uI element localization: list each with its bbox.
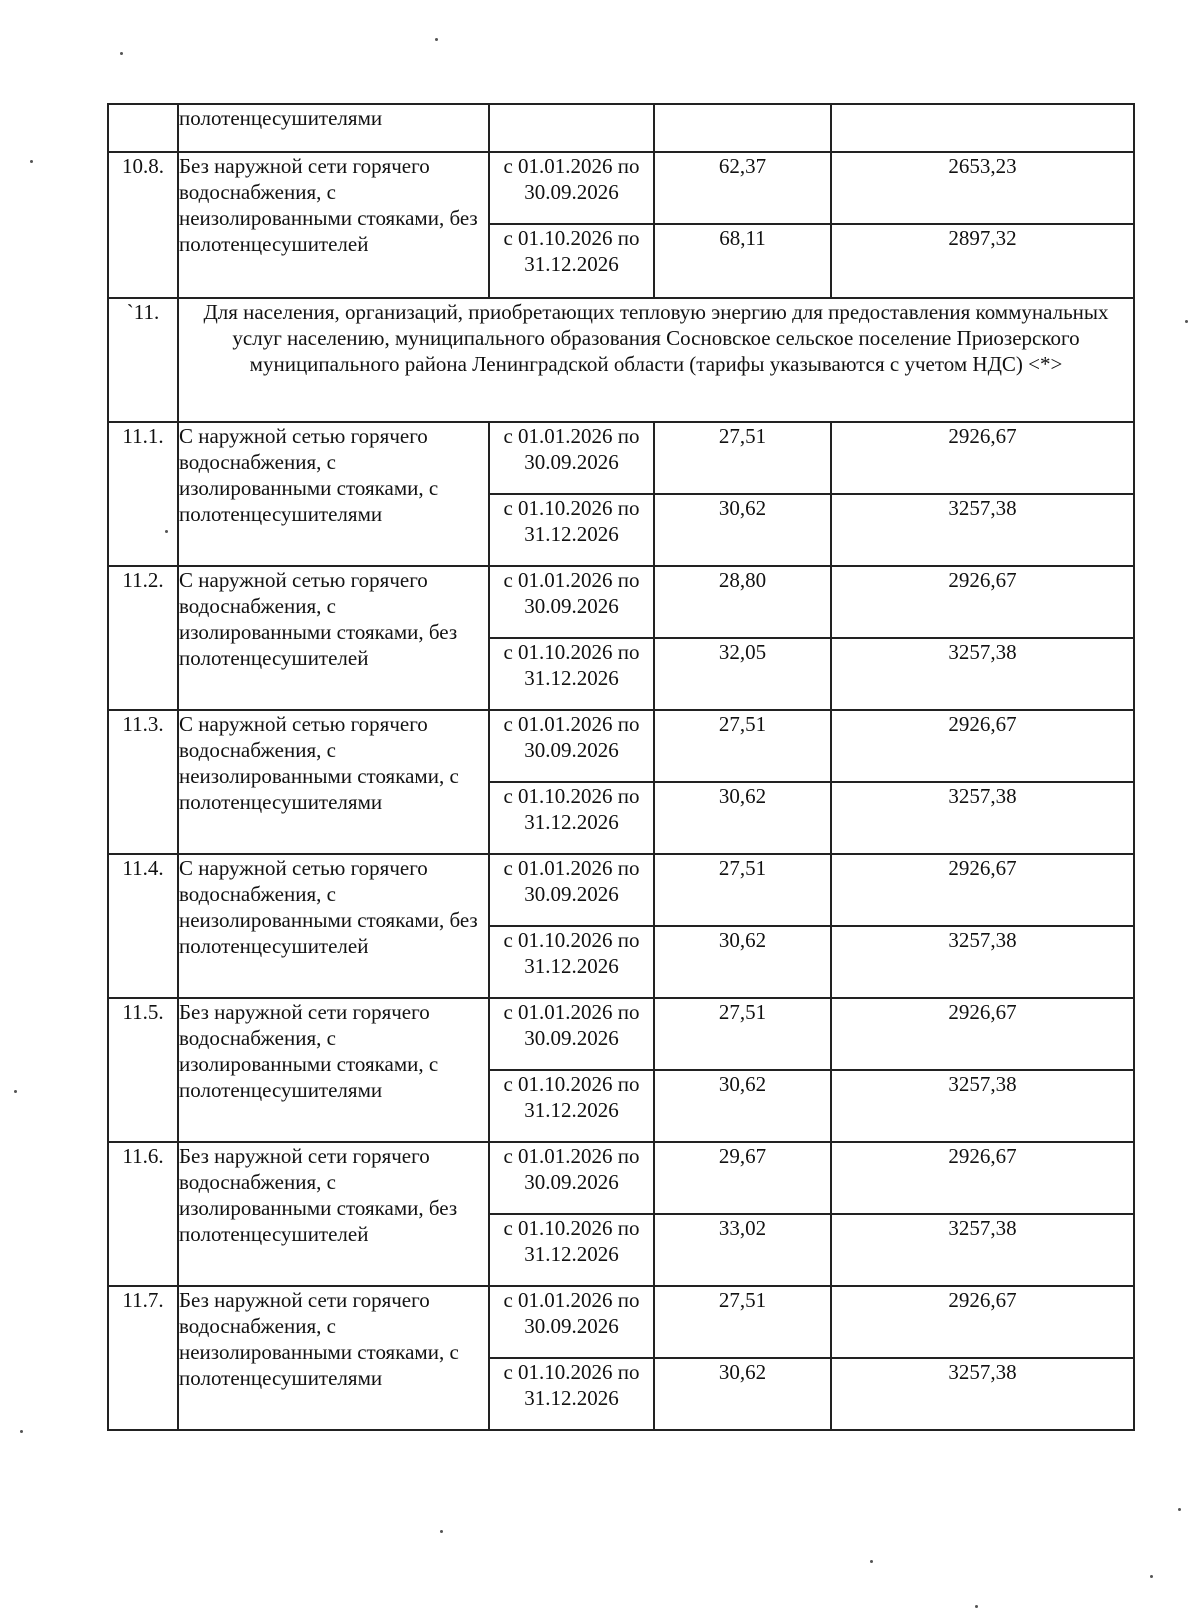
- tariff-value-cell: 2653,23: [831, 152, 1134, 224]
- period-cell: с 01.01.2026 по 30.09.2026: [489, 998, 654, 1070]
- tariff-value-cell: 3257,38: [831, 782, 1134, 854]
- tariff-value-cell: 30,62: [654, 494, 831, 566]
- tariff-table-body: [108, 104, 1134, 1430]
- tariff-value-cell: 2926,67: [831, 422, 1134, 494]
- period-cell: с 01.01.2026 по 30.09.2026: [489, 1142, 654, 1214]
- period-cell: с 01.10.2026 по 31.12.2026: [489, 1358, 654, 1430]
- row-number-cell: [108, 104, 178, 152]
- table-row: [108, 854, 1134, 926]
- row-number-cell: 11.7.: [108, 1286, 178, 1430]
- table-row: [108, 1142, 1134, 1214]
- tariff-value-cell: [831, 104, 1134, 152]
- section-number-cell: `11.: [108, 298, 178, 422]
- tariff-value-cell: 28,80: [654, 566, 831, 638]
- period-cell: с 01.01.2026 по 30.09.2026: [489, 710, 654, 782]
- period-cell: с 01.10.2026 по 31.12.2026: [489, 782, 654, 854]
- period-cell: [489, 104, 654, 152]
- scan-speck: [14, 1090, 17, 1093]
- row-number-cell: 11.6.: [108, 1142, 178, 1286]
- scan-speck: [1185, 320, 1188, 323]
- description-cell: Без наружной сети горячего водоснабжения, с изолированными стояками, без полотенцесушителей: [178, 1142, 489, 1286]
- period-cell: с 01.01.2026 по 30.09.2026: [489, 422, 654, 494]
- row-number-cell: 11.3.: [108, 710, 178, 854]
- tariff-value-cell: 2926,67: [831, 1286, 1134, 1358]
- scan-speck: [120, 52, 123, 55]
- period-cell: с 01.10.2026 по 31.12.2026: [489, 224, 654, 298]
- description-cell: Без наружной сети горячего водоснабжения, с неизолированными стояками, без полотенцесушителей: [178, 152, 489, 298]
- description-cell: С наружной сетью горячего водоснабжения, с изолированными стояками, с полотенцесушителями: [178, 422, 489, 566]
- description-cell: С наружной сетью горячего водоснабжения, с изолированными стояками, без полотенцесушителей: [178, 566, 489, 710]
- tariff-value-cell: 27,51: [654, 710, 831, 782]
- table-row: [108, 566, 1134, 638]
- tariff-value-cell: 2926,67: [831, 710, 1134, 782]
- scan-speck: [435, 38, 438, 41]
- tariff-value-cell: 29,67: [654, 1142, 831, 1214]
- table-row: [108, 1286, 1134, 1358]
- period-cell: с 01.01.2026 по 30.09.2026: [489, 566, 654, 638]
- tariff-value-cell: 33,02: [654, 1214, 831, 1286]
- tariff-value-cell: 30,62: [654, 1070, 831, 1142]
- tariff-value-cell: 2926,67: [831, 566, 1134, 638]
- tariff-value-cell: 27,51: [654, 1286, 831, 1358]
- row-number-cell: 10.8.: [108, 152, 178, 298]
- period-cell: с 01.10.2026 по 31.12.2026: [489, 1214, 654, 1286]
- scan-speck: [870, 1560, 873, 1563]
- period-cell: с 01.01.2026 по 30.09.2026: [489, 854, 654, 926]
- table-row: [108, 152, 1134, 224]
- tariff-value-cell: 27,51: [654, 998, 831, 1070]
- description-cell: С наружной сетью горячего водоснабжения, с неизолированными стояками, без полотенцесушителей: [178, 854, 489, 998]
- tariff-value-cell: 30,62: [654, 782, 831, 854]
- tariff-value-cell: 3257,38: [831, 638, 1134, 710]
- tariff-value-cell: 2897,32: [831, 224, 1134, 298]
- scan-speck: [20, 1430, 23, 1433]
- section-header-row: [108, 298, 1134, 422]
- scan-speck: [1150, 1575, 1153, 1578]
- description-cell: полотенцесушителями: [178, 104, 489, 152]
- scan-speck: [165, 530, 168, 533]
- tariff-value-cell: 2926,67: [831, 854, 1134, 926]
- period-cell: с 01.10.2026 по 31.12.2026: [489, 926, 654, 998]
- table-row: [108, 422, 1134, 494]
- tariff-value-cell: 3257,38: [831, 1070, 1134, 1142]
- tariff-table: [107, 103, 1135, 1431]
- tariff-value-cell: 3257,38: [831, 494, 1134, 566]
- table-row: [108, 104, 1134, 152]
- row-number-cell: 11.4.: [108, 854, 178, 998]
- row-number-cell: 11.5.: [108, 998, 178, 1142]
- table-row: [108, 710, 1134, 782]
- scan-speck: [975, 1605, 978, 1608]
- tariff-value-cell: 3257,38: [831, 1214, 1134, 1286]
- description-cell: Без наружной сети горячего водоснабжения, с неизолированными стояками, с полотенцесушителями: [178, 1286, 489, 1430]
- row-number-cell: 11.2.: [108, 566, 178, 710]
- tariff-value-cell: 2926,67: [831, 1142, 1134, 1214]
- period-cell: с 01.10.2026 по 31.12.2026: [489, 638, 654, 710]
- period-cell: с 01.01.2026 по 30.09.2026: [489, 152, 654, 224]
- period-cell: с 01.10.2026 по 31.12.2026: [489, 494, 654, 566]
- description-cell: Без наружной сети горячего водоснабжения, с изолированными стояками, с полотенцесушителями: [178, 998, 489, 1142]
- tariff-value-cell: 62,37: [654, 152, 831, 224]
- tariff-value-cell: 68,11: [654, 224, 831, 298]
- row-number-cell: 11.1.: [108, 422, 178, 566]
- tariff-value-cell: 27,51: [654, 854, 831, 926]
- tariff-value-cell: 2926,67: [831, 998, 1134, 1070]
- tariff-value-cell: 30,62: [654, 926, 831, 998]
- scan-speck: [30, 160, 33, 163]
- table-row: [108, 998, 1134, 1070]
- tariff-value-cell: [654, 104, 831, 152]
- tariff-value-cell: 27,51: [654, 422, 831, 494]
- period-cell: с 01.10.2026 по 31.12.2026: [489, 1070, 654, 1142]
- tariff-value-cell: 3257,38: [831, 1358, 1134, 1430]
- tariff-value-cell: 32,05: [654, 638, 831, 710]
- scan-speck: [440, 1530, 443, 1533]
- tariff-value-cell: 3257,38: [831, 926, 1134, 998]
- scan-speck: [1178, 1508, 1181, 1511]
- tariff-value-cell: 30,62: [654, 1358, 831, 1430]
- section-title-cell: Для населения, организаций, приобретающих тепловую энергию для предоставления коммунальных услуг населению, муниципального образования Сосновское сельское поселение Приозерского муниципального района Ленинградской области (тарифы указываются с учетом НДС) <*>: [178, 298, 1134, 422]
- period-cell: с 01.01.2026 по 30.09.2026: [489, 1286, 654, 1358]
- description-cell: С наружной сетью горячего водоснабжения, с неизолированными стояками, с полотенцесушителями: [178, 710, 489, 854]
